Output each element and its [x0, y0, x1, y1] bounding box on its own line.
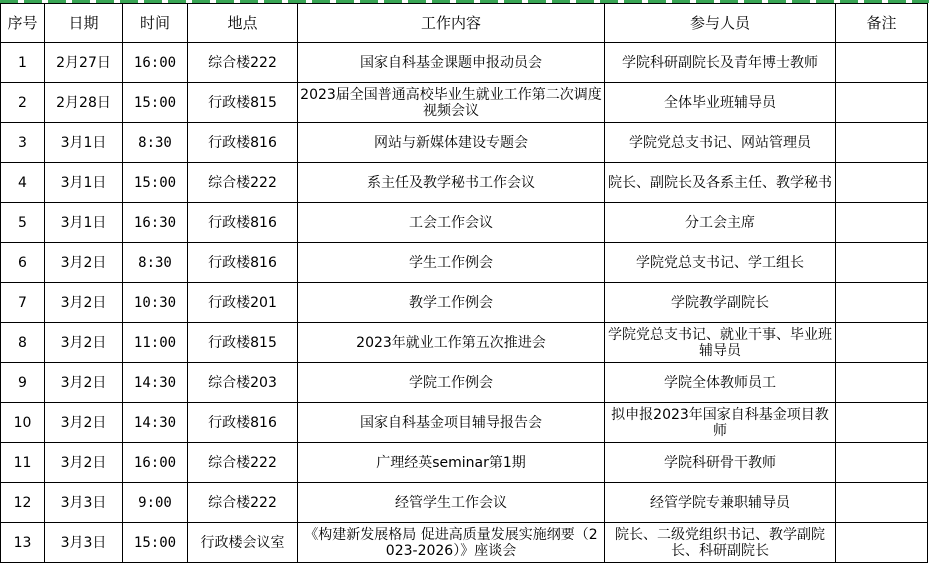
- cell-content[interactable]: 国家自科基金项目辅导报告会: [298, 403, 605, 443]
- cell-participants[interactable]: 学院科研骨干教师: [605, 443, 836, 483]
- cell-content[interactable]: 工会工作会议: [298, 203, 605, 243]
- cell-notes[interactable]: [836, 443, 928, 483]
- table-row: [1, 243, 928, 283]
- cell-index[interactable]: 12: [1, 483, 45, 523]
- table-row: [1, 163, 928, 203]
- cell-time[interactable]: 14:30: [123, 403, 188, 443]
- cell-index[interactable]: 10: [1, 403, 45, 443]
- cell-index[interactable]: 11: [1, 443, 45, 483]
- cell-time[interactable]: 16:30: [123, 203, 188, 243]
- cell-date[interactable]: 3月2日: [45, 243, 123, 283]
- cell-notes[interactable]: [836, 203, 928, 243]
- cell-date[interactable]: 3月1日: [45, 123, 123, 163]
- header-date[interactable]: 日期: [45, 4, 123, 43]
- table-row: [1, 523, 928, 563]
- cell-time[interactable]: 15:00: [123, 83, 188, 123]
- cell-index[interactable]: 1: [1, 43, 45, 83]
- cell-index[interactable]: 2: [1, 83, 45, 123]
- cell-index[interactable]: 9: [1, 363, 45, 403]
- cell-index[interactable]: 4: [1, 163, 45, 203]
- cell-date[interactable]: 2月28日: [45, 83, 123, 123]
- cell-participants[interactable]: 全体毕业班辅导员: [605, 83, 836, 123]
- cell-location[interactable]: 综合楼222: [188, 43, 298, 83]
- cell-date[interactable]: 3月3日: [45, 523, 123, 563]
- cell-content[interactable]: 系主任及教学秘书工作会议: [298, 163, 605, 203]
- cell-time[interactable]: 9:00: [123, 483, 188, 523]
- cell-content[interactable]: 《构建新发展格局 促进高质量发展实施纲要（2023-2026）》座谈会: [298, 523, 605, 563]
- cell-participants[interactable]: 经管学院专兼职辅导员: [605, 483, 836, 523]
- cell-content[interactable]: 网站与新媒体建设专题会: [298, 123, 605, 163]
- cell-date[interactable]: 3月3日: [45, 483, 123, 523]
- cell-content[interactable]: 学院工作例会: [298, 363, 605, 403]
- cell-index[interactable]: 13: [1, 523, 45, 563]
- cell-participants[interactable]: 院长、二级党组织书记、教学副院长、科研副院长: [605, 523, 836, 563]
- cell-index[interactable]: 6: [1, 243, 45, 283]
- cell-time[interactable]: 8:30: [123, 243, 188, 283]
- cell-participants[interactable]: 拟申报2023年国家自科基金项目教师: [605, 403, 836, 443]
- cell-notes[interactable]: [836, 163, 928, 203]
- cell-notes[interactable]: [836, 243, 928, 283]
- cell-date[interactable]: 2月27日: [45, 43, 123, 83]
- table-row: [1, 203, 928, 243]
- table-row: [1, 123, 928, 163]
- table-row: [1, 83, 928, 123]
- cell-notes[interactable]: [836, 123, 928, 163]
- cell-notes[interactable]: [836, 523, 928, 563]
- cell-notes[interactable]: [836, 43, 928, 83]
- cell-date[interactable]: 3月1日: [45, 163, 123, 203]
- table-row: [1, 43, 928, 83]
- header-location[interactable]: 地点: [188, 4, 298, 43]
- cell-date[interactable]: 3月2日: [45, 363, 123, 403]
- cell-content[interactable]: 经管学生工作会议: [298, 483, 605, 523]
- cell-content[interactable]: 学生工作例会: [298, 243, 605, 283]
- cell-time[interactable]: 8:30: [123, 123, 188, 163]
- cell-notes[interactable]: [836, 403, 928, 443]
- cell-content[interactable]: 2023年就业工作第五次推进会: [298, 323, 605, 363]
- cell-location[interactable]: 综合楼222: [188, 163, 298, 203]
- cell-time[interactable]: 16:00: [123, 443, 188, 483]
- schedule-table: [0, 3, 928, 563]
- cell-location[interactable]: 行政楼815: [188, 323, 298, 363]
- cell-participants[interactable]: 学院党总支书记、就业干事、毕业班辅导员: [605, 323, 836, 363]
- cell-content[interactable]: 国家自科基金课题申报动员会: [298, 43, 605, 83]
- cell-date[interactable]: 3月2日: [45, 403, 123, 443]
- cell-content[interactable]: 2023届全国普通高校毕业生就业工作第二次调度视频会议: [298, 83, 605, 123]
- cell-date[interactable]: 3月2日: [45, 283, 123, 323]
- cell-location[interactable]: 行政楼816: [188, 403, 298, 443]
- cell-notes[interactable]: [836, 283, 928, 323]
- cell-location[interactable]: 综合楼222: [188, 443, 298, 483]
- table-row: [1, 363, 928, 403]
- cell-time[interactable]: 11:00: [123, 323, 188, 363]
- cell-date[interactable]: 3月1日: [45, 203, 123, 243]
- cell-participants[interactable]: 学院教学副院长: [605, 283, 836, 323]
- cell-location[interactable]: 行政楼816: [188, 243, 298, 283]
- cell-index[interactable]: 8: [1, 323, 45, 363]
- cell-participants[interactable]: 学院党总支书记、网站管理员: [605, 123, 836, 163]
- header-row: [1, 4, 928, 43]
- cell-participants[interactable]: 学院党总支书记、学工组长: [605, 243, 836, 283]
- cell-notes[interactable]: [836, 323, 928, 363]
- cell-location[interactable]: 行政楼815: [188, 83, 298, 123]
- table-row: [1, 403, 928, 443]
- cell-time[interactable]: 15:00: [123, 163, 188, 203]
- cell-notes[interactable]: [836, 363, 928, 403]
- table-row: [1, 483, 928, 523]
- header-index[interactable]: 序号: [1, 4, 45, 43]
- cell-location[interactable]: 综合楼222: [188, 483, 298, 523]
- header-notes[interactable]: 备注: [836, 4, 928, 43]
- cell-content[interactable]: 教学工作例会: [298, 283, 605, 323]
- cell-index[interactable]: 5: [1, 203, 45, 243]
- cell-time[interactable]: 14:30: [123, 363, 188, 403]
- table-row: [1, 323, 928, 363]
- header-time[interactable]: 时间: [123, 4, 188, 43]
- table-body: [1, 43, 928, 563]
- cell-index[interactable]: 3: [1, 123, 45, 163]
- cell-time[interactable]: 10:30: [123, 283, 188, 323]
- cell-location[interactable]: 行政楼816: [188, 203, 298, 243]
- cell-date[interactable]: 3月2日: [45, 443, 123, 483]
- cell-content[interactable]: 广理经英seminar第1期: [298, 443, 605, 483]
- cell-location[interactable]: 行政楼会议室: [188, 523, 298, 563]
- cell-time[interactable]: 16:00: [123, 43, 188, 83]
- cell-participants[interactable]: 学院全体教师员工: [605, 363, 836, 403]
- cell-participants[interactable]: 分工会主席: [605, 203, 836, 243]
- cell-notes[interactable]: [836, 483, 928, 523]
- cell-location[interactable]: 行政楼201: [188, 283, 298, 323]
- cell-index[interactable]: 7: [1, 283, 45, 323]
- header-participants[interactable]: 参与人员: [605, 4, 836, 43]
- cell-participants[interactable]: 学院科研副院长及青年博士教师: [605, 43, 836, 83]
- cell-notes[interactable]: [836, 83, 928, 123]
- table-row: [1, 443, 928, 483]
- cell-time[interactable]: 15:00: [123, 523, 188, 563]
- header-content[interactable]: 工作内容: [298, 4, 605, 43]
- cell-participants[interactable]: 院长、副院长及各系主任、教学秘书: [605, 163, 836, 203]
- table-row: [1, 283, 928, 323]
- cell-location[interactable]: 行政楼816: [188, 123, 298, 163]
- cell-location[interactable]: 综合楼203: [188, 363, 298, 403]
- cell-date[interactable]: 3月2日: [45, 323, 123, 363]
